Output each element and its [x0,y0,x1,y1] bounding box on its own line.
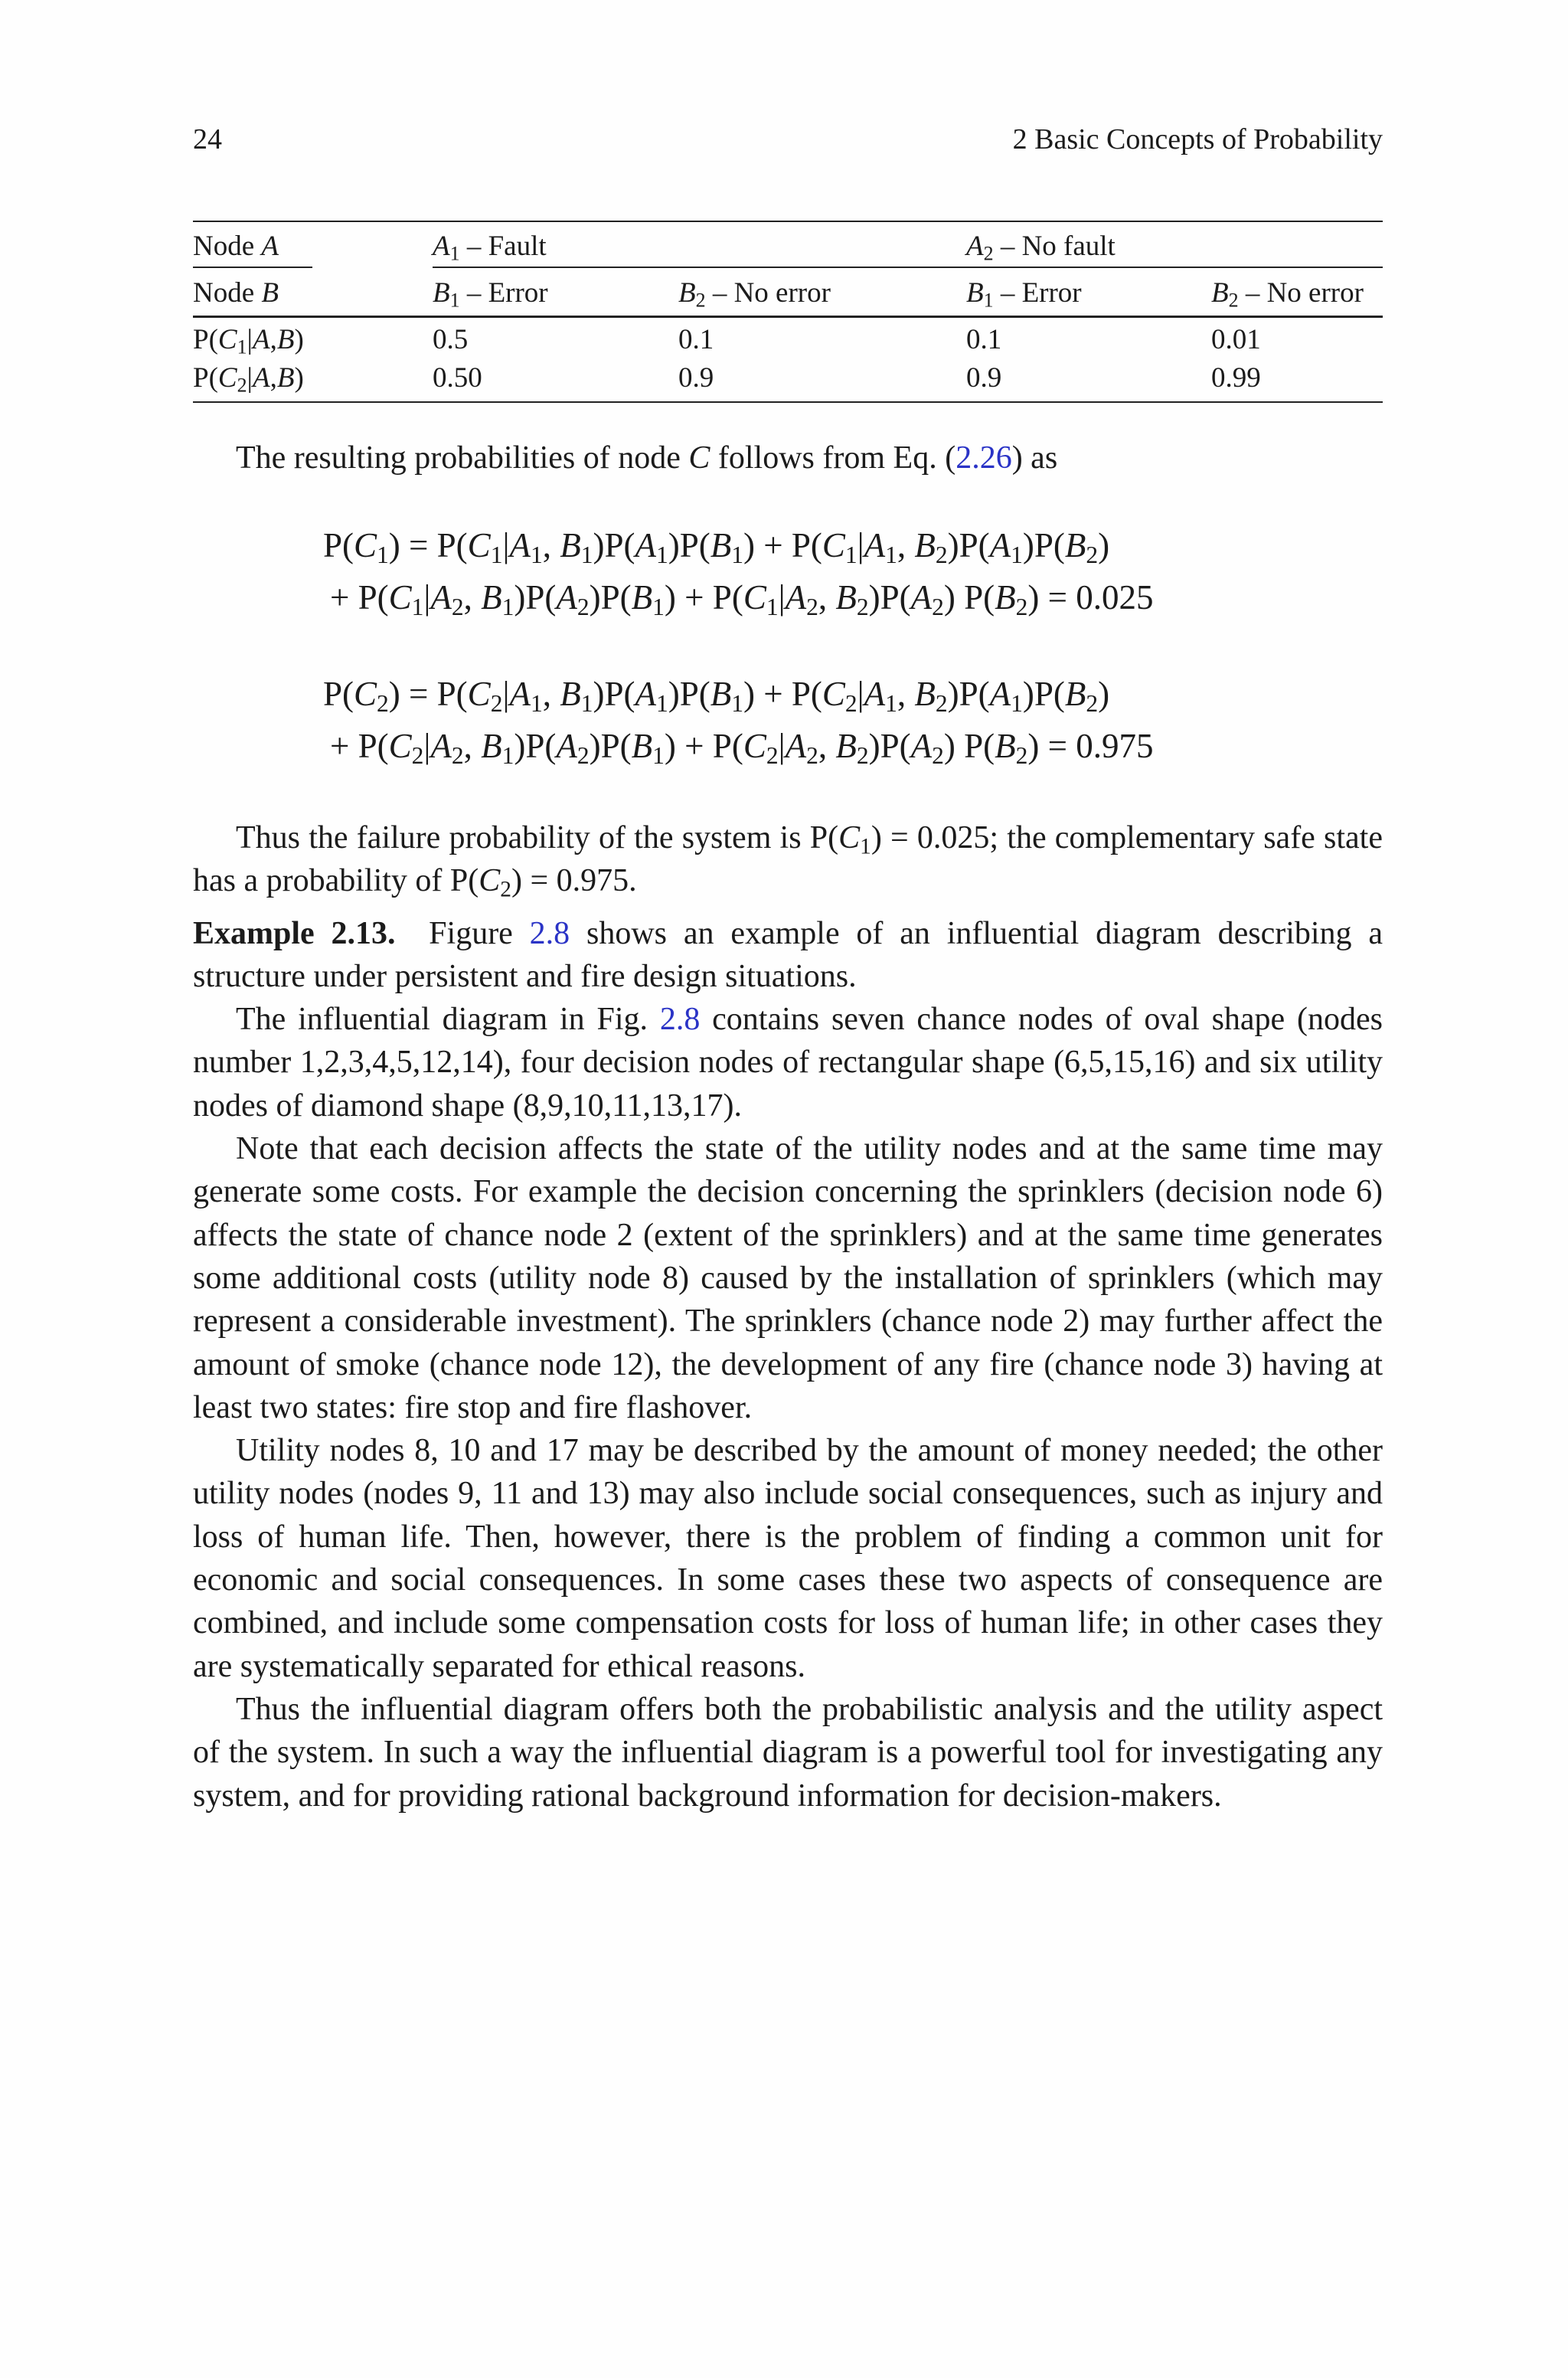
intro-text-3: ) as [1011,440,1058,476]
page-number: 24 [193,123,222,155]
table-header-b1-a2 [966,276,1082,312]
equation-c1-line-2: + $P(C_1|A_2$, $B_1)P(A_2)P(B_1) + P(C_1|A_2$, $B_2)P(A_2)$ $P(B_2) = 0.025$ [330,578,1154,620]
figure-ref-link[interactable]: 2.8 [529,915,570,951]
equation-ref-link[interactable]: 2.26 [956,440,1012,476]
body-text [193,816,1383,1817]
intro-variable: C [688,440,710,476]
example-text-2: shows an example of an influential diagram describing a structure under persistent and fire design situations. [193,915,1383,994]
table-rule-a2 [966,267,1383,268]
figure-ref-link[interactable]: 2.8 [659,1002,701,1038]
running-title: 2 Basic Concepts of Probability [1012,123,1383,155]
row-label: $P(C_2|A,B)$ [193,362,304,397]
b-header: $B_1$ – Error [966,277,1082,312]
table-bottom-rule [193,401,1383,403]
equation-c2-line-1: $P(C_2) = P(C_2|A_1$, $B_1)P(A_1)P(B_1) + P(C_2|A_1$, $B_2)P(A_1)P(B_2)$ [323,675,1110,717]
diagram-paragraph [193,998,1383,1127]
group-a2-label: $A_2$ – No fault [966,231,1116,265]
page-header [193,123,1383,168]
table-rule-a1 [433,267,1039,268]
equation-c2-line-2: + $P(C_2|A_2$, $B_1)P(A_2)P(B_1) + P(C_2|A_2$, $B_2)P(A_2)$ $P(B_2) = 0.975$ [330,727,1154,769]
table-cell: 0.9 [966,362,1002,394]
table-row [193,323,304,356]
decision-paragraph: Note that each decision affects the state of the utility nodes and at the same time may generate some costs. For example the decision concerning the sprinklers (decision node 6) affects the state of chance node 2 (extent of the sprinklers) and at the same time generates some additional costs (utility node 8) caused by the installation of sprinklers (which may represent a considerable investment). The sprinklers (chance node 2) may further affect the amount of smoke (chance node 12), the development of any fire (chance node 3) having at least two states: fire stop and fire flashover. [193,1131,1383,1425]
node-b-label: Node B [193,277,279,309]
table-cell: 0.5 [433,324,469,355]
table-cell: 0.1 [966,324,1002,355]
utility-paragraph: Utility nodes 8, 10 and 17 may be described by the amount of money needed; the other utility nodes (nodes 9, 11 and 13) may also include social consequences, such as injury and loss of human life. Then, however, there is the problem of finding a common unit for economic and social consequences. In some cases these two aspects of consequence are combined, and include some compensation costs for loss of human life; in other cases they are systematically separated for ethical reasons. [193,1433,1383,1684]
b-header: $B_1$ – Error [433,277,548,312]
equation-c1 [323,519,1153,623]
result-paragraph: Thus the failure probability of the system is $P(C_1) = 0.025$; the complementary safe state has a probability of $P(C_2) = 0.975$. [193,820,1383,902]
table-header-b2-a1 [678,276,831,312]
table-cell: 0.01 [1211,324,1261,355]
group-a1-label: $A_1$ – Fault [433,231,547,265]
b-header: $B_2$ – No error [1211,277,1364,312]
equation-c2 [323,668,1153,772]
table-cell: 0.50 [433,362,482,394]
example-text-1: Figure [429,915,530,951]
table-group-a2 [966,230,1116,263]
table-header-rule [193,316,1383,318]
table-top-rule [193,221,1383,222]
table-cell: 0.99 [1211,362,1261,394]
p2-text-1: The influential diagram in Fig. [236,1002,660,1038]
table-row-label-node-b [193,276,279,309]
table-cell: 0.1 [678,324,714,355]
table-cell: 0.9 [678,362,714,394]
equation-c1-line-1: $P(C_1) = P(C_1|A_1$, $B_1)P(A_1)P(B_1) + P(C_1|A_1$, $B_2)P(A_1)P(B_2)$ [323,526,1110,568]
example-label: Example 2.13. [193,915,396,951]
table-header-b2-a2 [1211,276,1364,312]
intro-paragraph [193,437,1383,479]
example-paragraph [193,912,1383,999]
table-rule-node-a [193,267,312,268]
table-group-a1 [433,230,547,263]
p2-text-2: contains seven chance nodes of oval shape (nodes number 1,2,3,4,5,12,14), four decision nodes of rectangular shape (6,5,15,16) and six utility nodes of diamond shape (8,9,10,11,13,17). [193,1002,1383,1124]
table-header-b1-a1 [433,276,548,312]
intro-text-2: follows from Eq. ( [710,440,956,476]
table-row [193,361,304,397]
row-label: $P(C_1|A,B)$ [193,324,304,358]
intro-text-1: The resulting probabilities of node [236,440,689,476]
b-header: $B_2$ – No error [678,277,831,312]
table-row-label-node-a [193,230,279,263]
conclusion-paragraph: Thus the influential diagram offers both the probabilistic analysis and the utility aspect of the system. In such a way the influential diagram is a powerful tool for investigating any system, and for providing rational background information for decision-makers. [193,1691,1383,1814]
node-a-label: Node A [193,231,279,262]
